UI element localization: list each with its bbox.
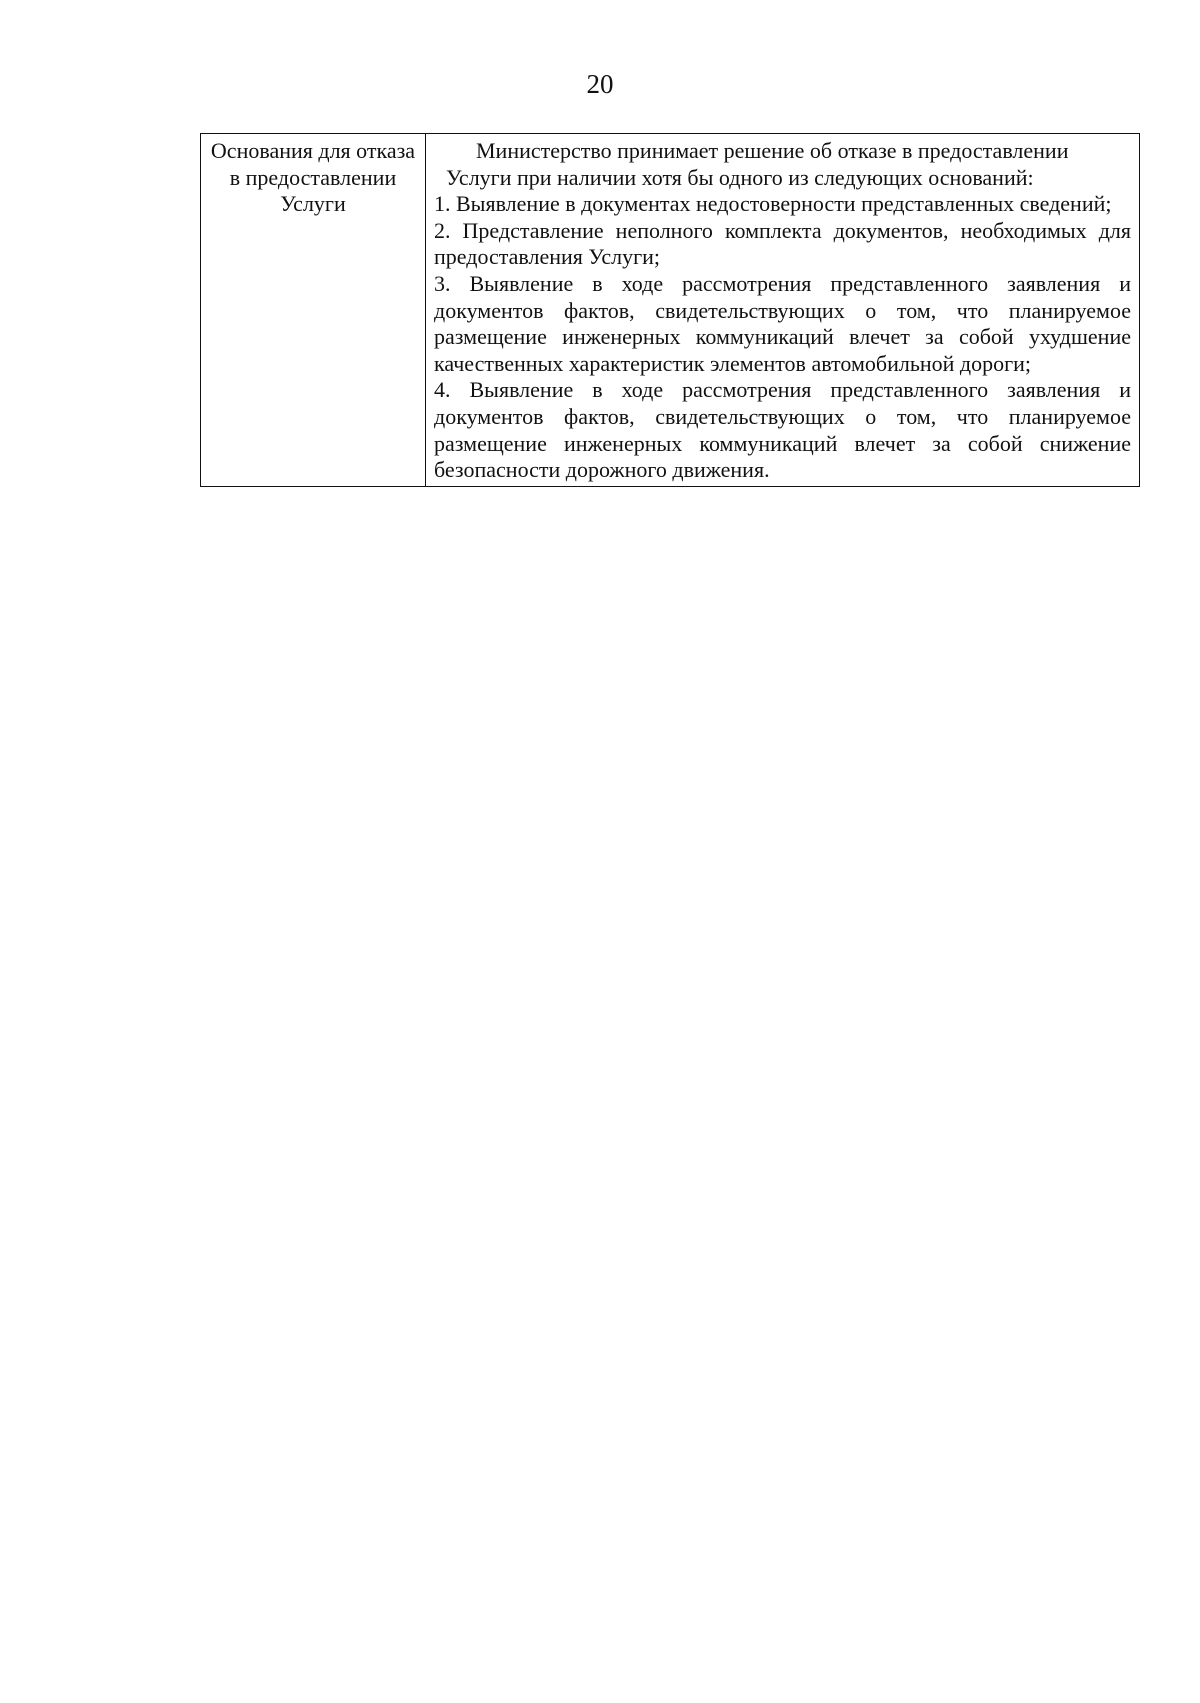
list-item: 4. Выявление в ходе рассмотрения представленного заявления и документов фактов, свидетельствующих о том, что планируемое размещение инженерных коммуникаций влечет за собой снижение безопасности дорожного движения. — [434, 377, 1131, 483]
page-number: 20 — [586, 69, 614, 99]
table-row — [201, 134, 1140, 487]
list-item: 1. Выявление в документах недостоверности представленных сведений; — [434, 191, 1112, 217]
list-item: 2. Представление неполного комплекта документов, необходимых для предоставления Услуги; — [434, 217, 1131, 270]
row-label: Основания для отказа в предоставлении Услуги — [210, 138, 416, 217]
row-content-cell — [426, 134, 1140, 487]
list-item: 3. Выявление в ходе рассмотрения представленного заявления и документов фактов, свидетельствующих о том, что планируемое размещение инженерных коммуникаций влечет за собой ухудшение качественных характеристик элементов автомобильной дороги; — [434, 270, 1131, 376]
refusal-grounds-table — [200, 133, 1140, 487]
row-label-cell — [201, 134, 426, 487]
intro-text-line-2: Услуги при наличии хотя бы одного из следующих оснований: — [446, 164, 1034, 190]
intro-text-line-1: Министерство принимает решение об отказе в предоставлении — [476, 138, 1069, 163]
